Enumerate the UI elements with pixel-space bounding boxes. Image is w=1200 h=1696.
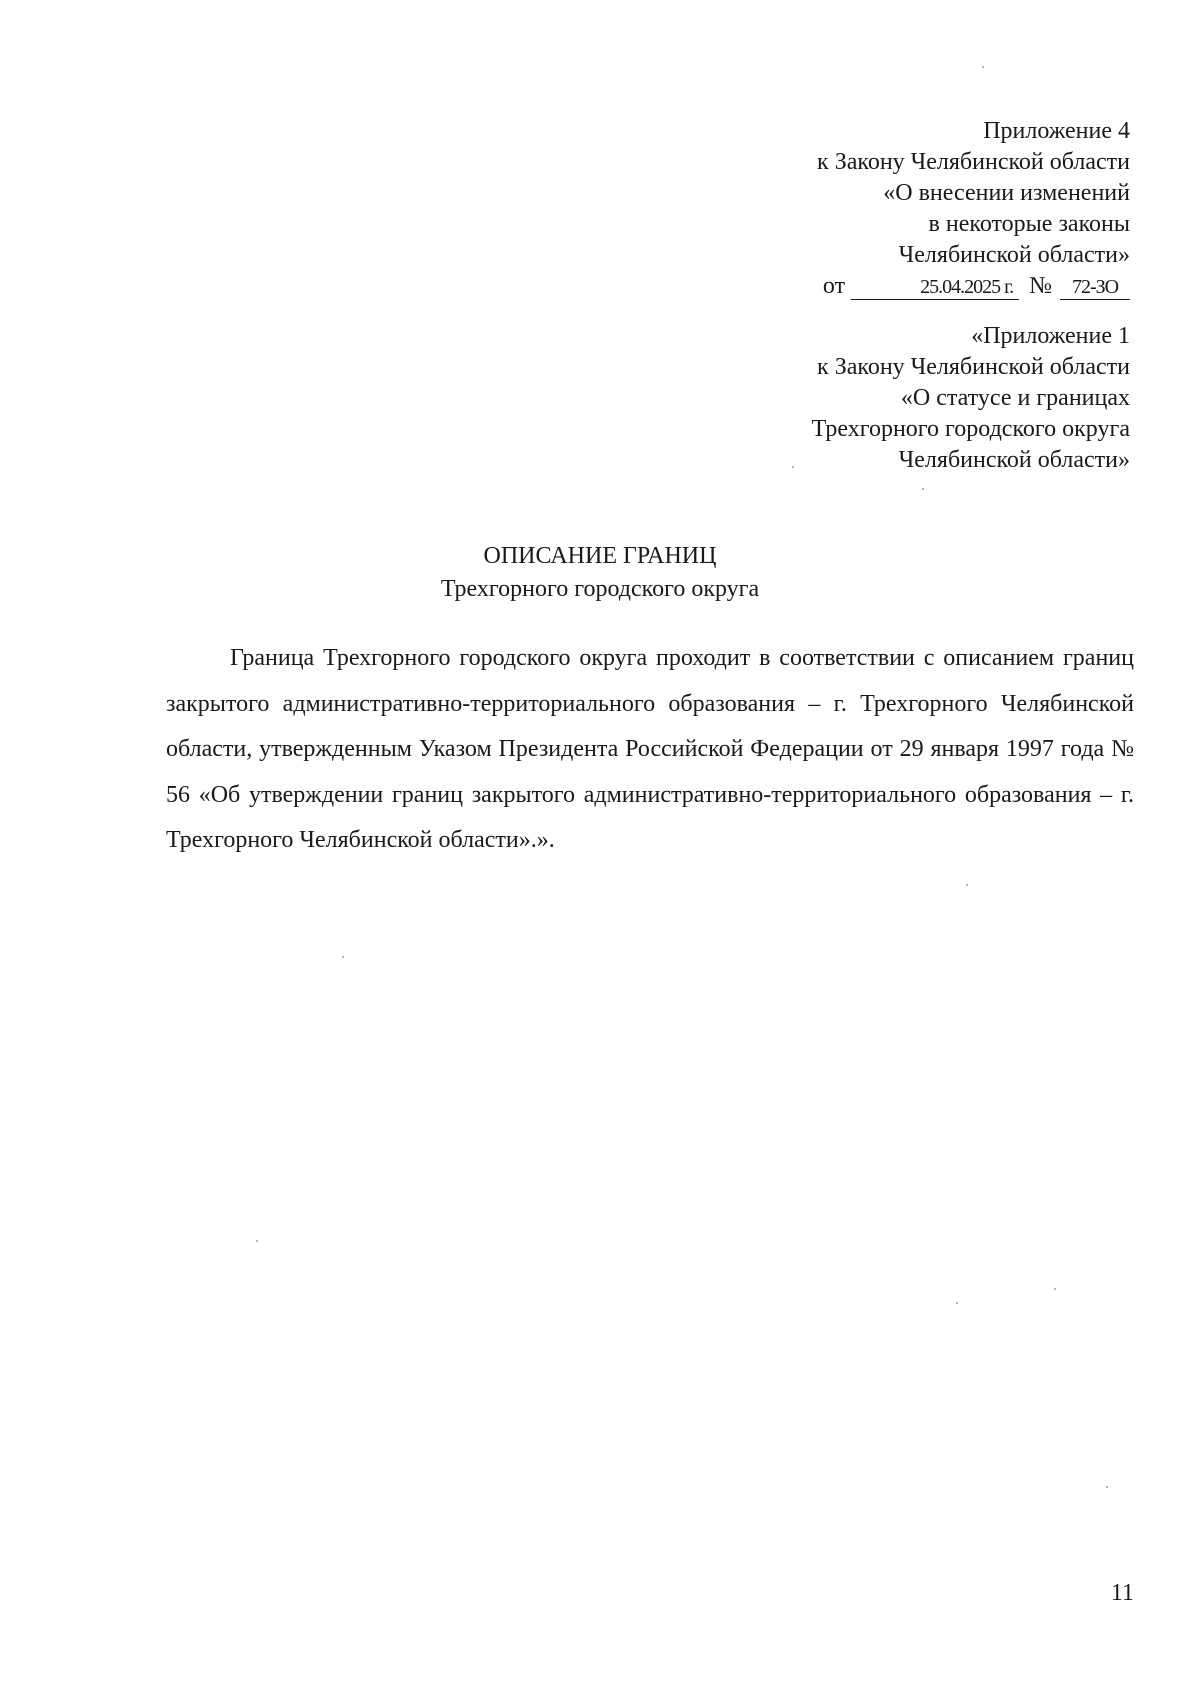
appendix-1-header — [812, 321, 1130, 476]
document-title: ОПИСАНИЕ ГРАНИЦ — [483, 543, 717, 569]
law-number: 72-ЗО — [1060, 276, 1130, 300]
document-subtitle: Трехгорного городского округа — [440, 576, 760, 602]
law-date: 25.04.2025 г. — [851, 276, 1019, 300]
scan-speck — [956, 1302, 958, 1304]
appendix-4-line: «О внесении изменений — [883, 180, 1130, 206]
scan-speck — [1106, 1486, 1108, 1488]
page-number: 11 — [1110, 1580, 1134, 1606]
appendix-4-line: Приложение 4 — [983, 118, 1130, 144]
document-title-block — [0, 540, 1200, 606]
appendix-1-line: Трехгорного городского округа — [811, 416, 1130, 442]
scan-speck — [342, 956, 344, 958]
scan-speck — [922, 488, 924, 490]
scan-speck — [256, 1240, 258, 1242]
boundary-description-paragraph: Граница Трехгорного городского округа проходит в соответствии с описанием границ закрытого административно-территориального образования – г. Трехгорного Челябинской области, утвержденным Указом Президента Российской Федерации от 29 января 1997 года № 56 «Об утверждении границ закрытого административно-территориального образования – г. Трехгорного Челябинской области».». — [166, 645, 1134, 853]
scan-speck — [982, 66, 984, 68]
appendix-4-line: в некоторые законы — [928, 211, 1130, 237]
date-prefix: от — [822, 273, 846, 299]
appendix-1-line: «О статусе и границах — [900, 385, 1130, 411]
scan-speck — [966, 884, 968, 886]
appendix-4-line: Челябинской области» — [898, 242, 1130, 268]
appendix-4-header — [817, 116, 1130, 302]
number-sign: № — [1029, 273, 1052, 299]
scan-speck — [1054, 1288, 1056, 1290]
appendix-1-line: Челябинской области» — [898, 447, 1130, 473]
scan-speck — [792, 466, 794, 468]
appendix-1-line: «Приложение 1 — [971, 323, 1130, 349]
appendix-1-line: к Закону Челябинской области — [817, 354, 1130, 380]
approval-date-number-line — [817, 271, 1130, 302]
appendix-4-line: к Закону Челябинской области — [817, 149, 1130, 175]
